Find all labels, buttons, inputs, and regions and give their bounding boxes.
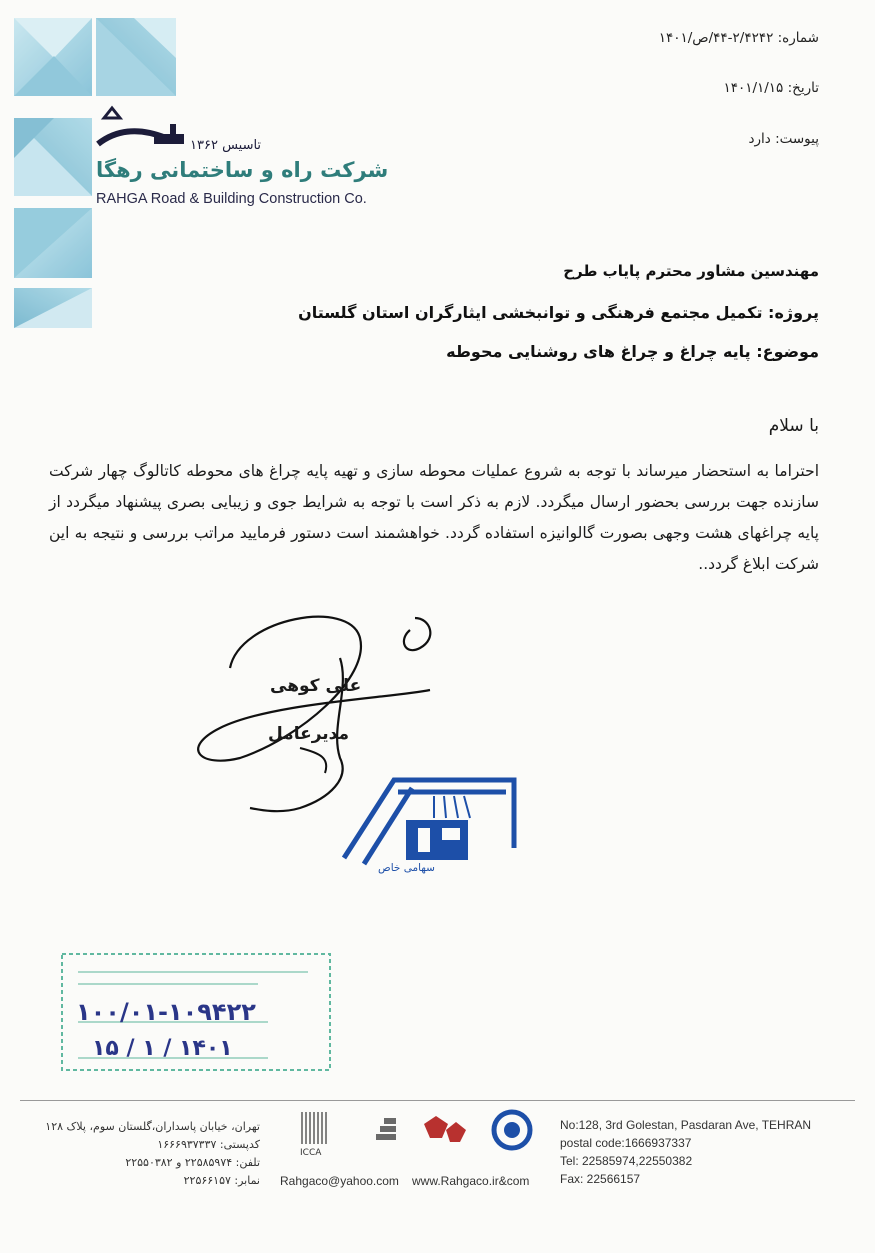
footer-address-fa: تهران، خیابان پاسداران،گلستان سوم، پلاک ۱۲۸ [45,1120,260,1133]
company-logo-icon [96,104,188,154]
footer-divider [20,1100,855,1101]
footer-postal-en: postal code:1666937337 [560,1136,692,1150]
letter-body: احتراما به استحضار میرساند با توجه به شروع عملیات محوطه سازی و تهیه پایه چراغ های محوطه کاتالوگ چهار شرکت سازنده جهت بررسی بحضور ارسال میگردد. لازم به ذکر است با توجه به شرایط جوی و زیبایی بصری پیشنهاد میگردد از پایه چراغهای هشت وجهی بصورت گالوانیزه استفاده گردد. خواهشمند است دستور فرمایید مراتب بررسی و نتیجه به این شرکت ابلاغ گردد.. [49,462,819,573]
project-line: پروژه: تکمیل مجتمع فرهنگی و توانبخشی ایثارگران استان گلستان [298,303,819,322]
footer-postal-fa: کدپستی: ۱۶۶۶۹۳۷۳۳۷ [157,1138,260,1151]
letter-date: تاریخ: ۱۴۰۱/۱/۱۵ [723,80,819,96]
company-name-persian: شرکت راه و ساختمانی رهگا [96,158,389,182]
footer-contact-persian [30,1118,260,1190]
footer-address-en: No:128, 3rd Golestan, Pasdaran Ave, TEHRAN [560,1118,812,1132]
certification-logos-icon [296,1108,542,1170]
salutation: با سلام [768,416,819,436]
registration-number: ۱۰۰/۰۱-۱۰۹۴۲۲ [76,998,256,1026]
footer-website[interactable]: www.Rahgaco.ir&com [412,1174,530,1188]
subject-line: موضوع: پایه چراغ و چراغ های روشنایی محوطه [446,342,819,361]
letter-number: شماره: ۲/۴۲۴۲-۴۴/ص/۱۴۰۱ [658,30,819,46]
stamp-company-type: سهامی خاص [378,862,435,874]
iccia-label: ICCA [300,1148,322,1158]
signer-name: علی کوهی [270,676,362,696]
company-name-english: RAHGA Road & Building Construction Co. [96,191,367,207]
signer-title: مدیرعامل [268,724,349,744]
footer-email[interactable]: Rahgaco@yahoo.com [280,1174,399,1188]
establishment-year: تاسیس ۱۳۶۲ [190,138,262,153]
footer-fax-en: Fax: 22566157 [560,1172,641,1186]
footer-contact-english [560,1116,811,1188]
letter-attachment: پیوست: دارد [748,131,819,147]
recipient-line: مهندسین مشاور محترم پایاب طرح [563,262,819,280]
footer-phone-fa: تلفن: ۲۲۵۸۵۹۷۴ و ۲۲۵۵۰۳۸۲ [125,1156,260,1169]
footer-tel-en: Tel: 22585974,22550382 [560,1154,693,1168]
registration-date: ۱۴۰۱ / ۱ / ۱۵ [92,1036,233,1061]
footer-fax-fa: نمابر: ۲۲۵۶۶۱۵۷ [183,1174,260,1187]
